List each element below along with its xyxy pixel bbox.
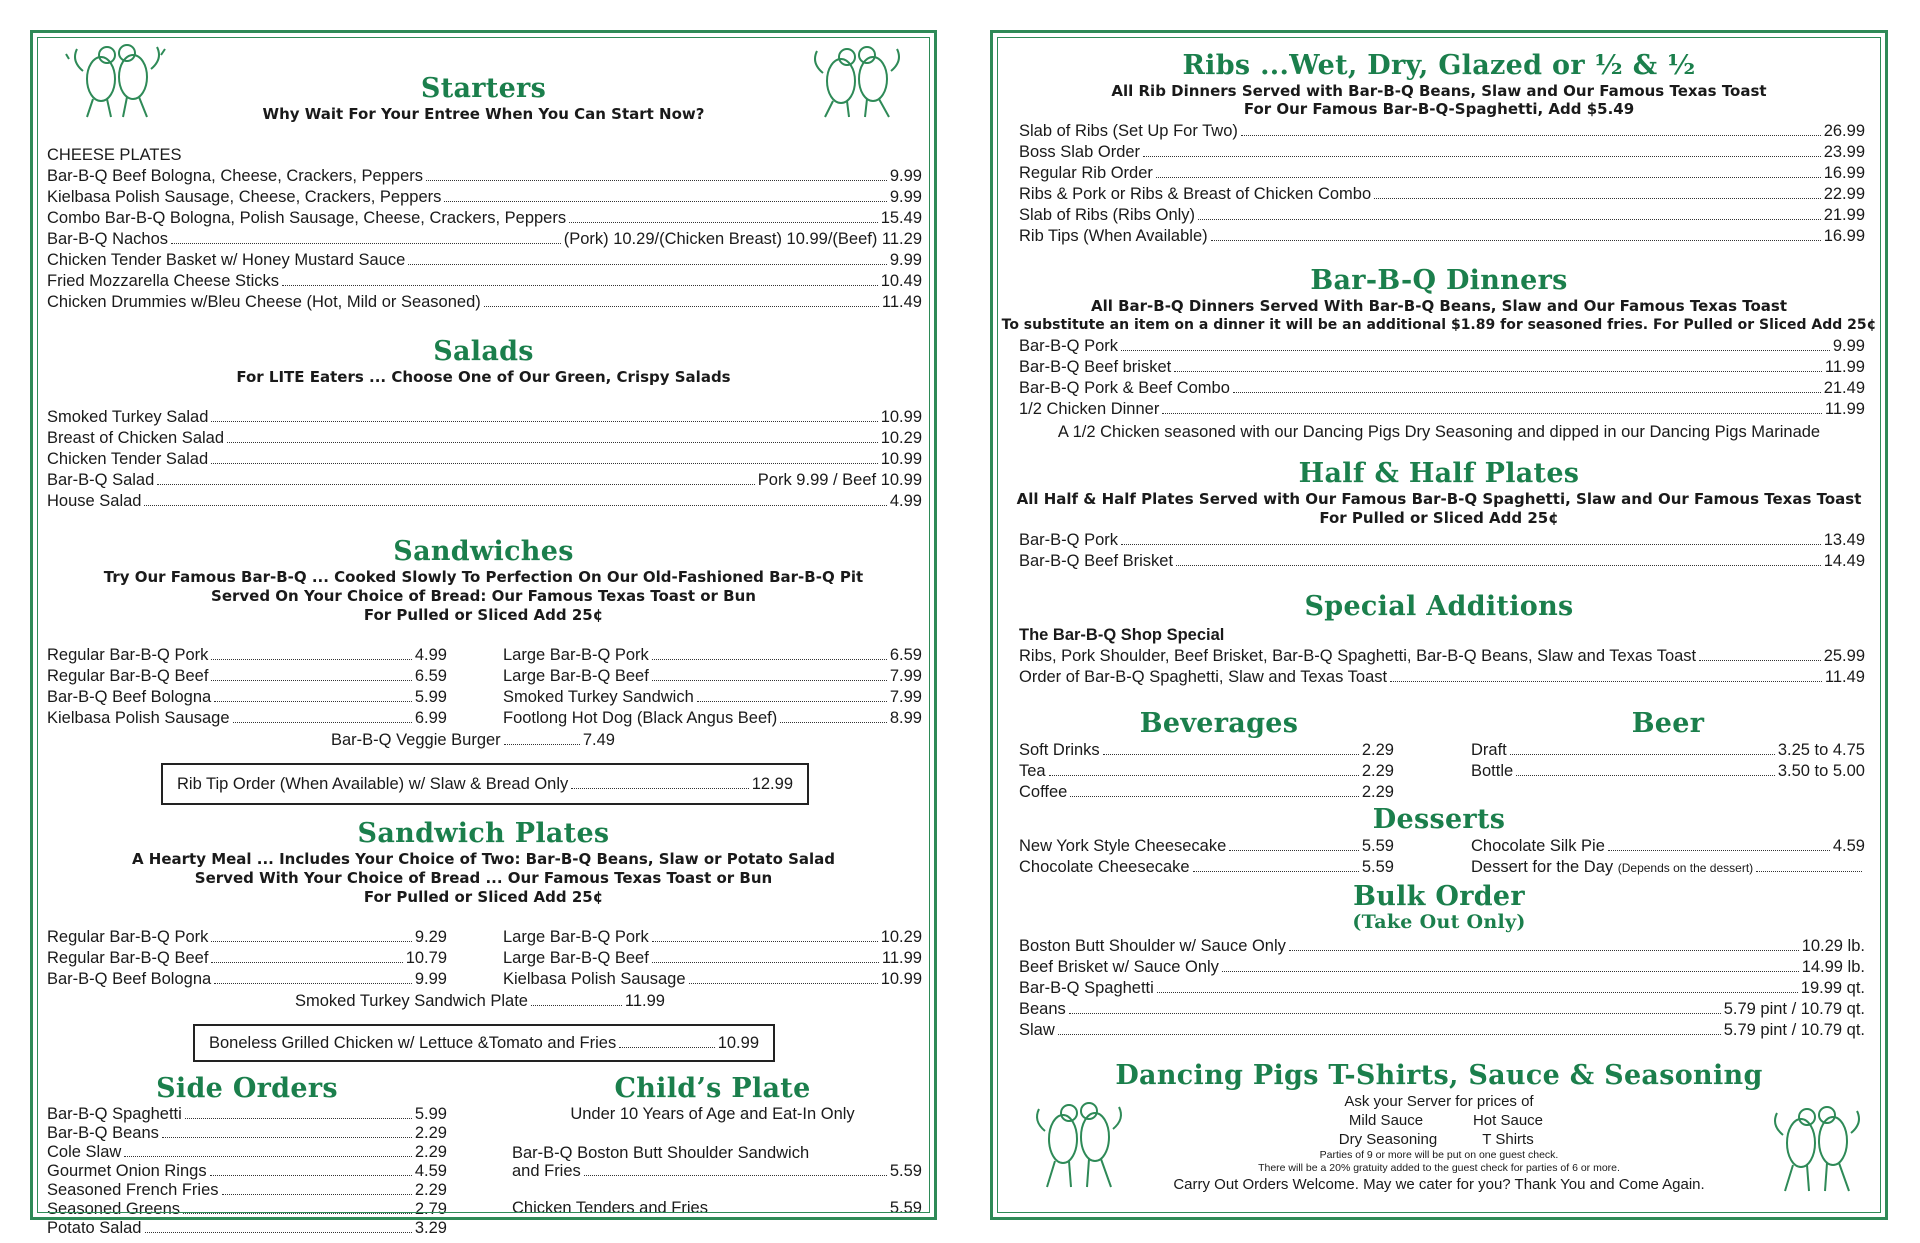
ribs-subtitle-2: For Our Famous Bar-B-Q-Spaghetti, Add $5.49 xyxy=(1243,100,1635,118)
menu-item: Chicken Tender Salad 10.99 xyxy=(47,450,922,468)
menu-item: Bar-B-Q Veggie Burger 7.49 xyxy=(331,731,615,749)
menu-item: Slab of Ribs (Ribs Only) 21.99 xyxy=(1019,206,1865,224)
ribs-list xyxy=(1019,121,1865,247)
ribs-subtitle-1: All Rib Dinners Served with Bar-B-Q Beans, Slaw and Our Famous Texas Toast xyxy=(1111,82,1767,100)
menu-item: Order of Bar-B-Q Spaghetti, Slaw and Texas Toast 11.49 xyxy=(1019,668,1865,686)
menu-item: Soft Drinks 2.29 xyxy=(1019,741,1394,759)
t-shirts-label: T Shirts xyxy=(1482,1131,1534,1148)
menu-item: Beans 5.79 pint / 10.79 qt. xyxy=(1019,1000,1865,1018)
sandwiches-subtitle-2: Served On Your Choice of Bread: Our Famous Texas Toast or Bun xyxy=(211,587,756,605)
salads-subtitle: For LITE Eaters ... Choose One of Our Green, Crispy Salads xyxy=(236,368,731,386)
grilled-chicken-boxed-item: Boneless Grilled Chicken w/ Lettuce &Tomato and Fries 10.99 xyxy=(193,1024,775,1062)
menu-item: Bar-B-Q Beef Bologna 9.99 xyxy=(47,970,447,988)
menu-item: Large Bar-B-Q Beef 11.99 xyxy=(503,949,922,967)
menu-item: Potato Salad 3.29 xyxy=(47,1219,447,1237)
menu-item: Footlong Hot Dog (Black Angus Beef) 8.99 xyxy=(503,709,922,727)
menu-item: Bottle 3.50 to 5.00 xyxy=(1471,762,1865,780)
special-list xyxy=(1019,646,1865,688)
dinners-subtitle-1: All Bar-B-Q Dinners Served With Bar-B-Q Beans, Slaw and Our Famous Texas Toast xyxy=(1090,297,1788,315)
menu-item: Regular Rib Order 16.99 xyxy=(1019,164,1865,182)
starters-subtitle: Why Wait For Your Entree When You Can Start Now? xyxy=(262,105,705,123)
dinners-title: Bar-B-Q Dinners xyxy=(1310,265,1568,296)
dancing-pigs-icon xyxy=(1763,1097,1873,1197)
bulk-list xyxy=(1019,936,1865,1041)
desserts-right-list xyxy=(1471,836,1865,878)
menu-item: Chicken Tender Basket w/ Honey Mustard Sauce 9.99 xyxy=(47,251,922,269)
menu-item: Regular Bar-B-Q Pork 4.99 xyxy=(47,646,447,664)
menu-item: Boston Butt Shoulder w/ Sauce Only 10.29 lb. xyxy=(1019,937,1865,955)
menu-item: Kielbasa Polish Sausage, Cheese, Crackers, Peppers 9.99 xyxy=(47,188,922,206)
menu-item: Rib Tips (When Available) 16.99 xyxy=(1019,227,1865,245)
menu-item: Bar-B-Q Nachos (Pork) 10.29/(Chicken Breast) 10.99/(Beef) 11.29 xyxy=(47,230,922,248)
bulk-order-subtitle: (Take Out Only) xyxy=(1352,911,1526,933)
hot-sauce-label: Hot Sauce xyxy=(1472,1112,1544,1129)
menu-item: Beef Brisket w/ Sauce Only 14.99 lb. xyxy=(1019,958,1865,976)
menu-item: Smoked Turkey Sandwich Plate 11.99 xyxy=(295,992,665,1010)
menu-item: Dessert for the Day (Depends on the dessert) xyxy=(1471,857,1865,878)
party-note-1: Parties of 9 or more will be put on one guest check. xyxy=(1319,1149,1559,1161)
menu-item: Regular Bar-B-Q Beef 6.59 xyxy=(47,667,447,685)
menu-item: Bar-B-Q Pork & Beef Combo 21.49 xyxy=(1019,379,1865,397)
special-additions-title: Special Additions xyxy=(1304,591,1574,622)
menu-item: Smoked Turkey Sandwich 7.99 xyxy=(503,688,922,706)
bulk-order-title: Bulk Order xyxy=(1353,881,1525,912)
desserts-title: Desserts xyxy=(1372,804,1506,835)
veggie-burger-row xyxy=(331,730,615,751)
menu-item: Bar-B-Q Beef brisket 11.99 xyxy=(1019,358,1865,376)
menu-item: Bar-B-Q Beef Bologna 5.99 xyxy=(47,688,447,706)
dinners-list xyxy=(1019,336,1865,420)
sandwich-plates-right-list xyxy=(503,927,922,990)
desserts-left-list xyxy=(1019,836,1394,878)
menu-item: Kielbasa Polish Sausage 6.99 xyxy=(47,709,447,727)
menu-item: Large Bar-B-Q Beef 7.99 xyxy=(503,667,922,685)
menu-item: Bar-B-Q Pork 9.99 xyxy=(1019,337,1865,355)
merch-title: Dancing Pigs T-Shirts, Sauce & Seasoning xyxy=(1115,1060,1763,1091)
sandwich-plates-left-list xyxy=(47,927,447,990)
menu-item: Bar-B-Q Beef Bologna, Cheese, Crackers, Peppers 9.99 xyxy=(47,167,922,185)
menu-item: Kielbasa Polish Sausage 10.99 xyxy=(503,970,922,988)
menu-item: Seasoned Greens 2.79 xyxy=(47,1200,447,1218)
menu-item: Gourmet Onion Rings 4.59 xyxy=(47,1162,447,1180)
sandwiches-title: Sandwiches xyxy=(393,536,574,567)
menu-item: Chocolate Cheesecake 5.59 xyxy=(1019,858,1394,876)
salads-title: Salads xyxy=(433,336,534,367)
childs-item-1-row xyxy=(512,1161,922,1182)
menu-item: Slab of Ribs (Set Up For Two) 26.99 xyxy=(1019,122,1865,140)
menu-item: Fried Mozzarella Cheese Sticks 10.49 xyxy=(47,272,922,290)
left-menu-panel xyxy=(30,30,937,1237)
dry-seasoning-label: Dry Seasoning xyxy=(1338,1131,1438,1148)
turkey-plate-row xyxy=(295,991,665,1012)
childs-plate-subtitle: Under 10 Years of Age and Eat-In Only xyxy=(570,1105,855,1123)
merch-ask: Ask your Server for prices of xyxy=(1344,1093,1534,1110)
menu-item: Tea 2.29 xyxy=(1019,762,1394,780)
menu-item: Ribs & Pork or Ribs & Breast of Chicken Combo 22.99 xyxy=(1019,185,1865,203)
menu-item: Regular Bar-B-Q Pork 9.29 xyxy=(47,928,447,946)
half-half-subtitle-2: For Pulled or Sliced Add 25¢ xyxy=(1319,509,1559,527)
menu-item: Breast of Chicken Salad 10.29 xyxy=(47,429,922,447)
menu-item: Boss Slab Order 23.99 xyxy=(1019,143,1865,161)
menu-item: Bar-B-Q Beef Brisket 14.49 xyxy=(1019,552,1865,570)
beverages-title: Beverages xyxy=(1139,708,1299,739)
sandwiches-subtitle-1: Try Our Famous Bar-B-Q ... Cooked Slowly To Perfection On Our Old-Fashioned Bar-B-Q Pit xyxy=(103,568,864,586)
dinners-subtitle-2: To substitute an item on a dinner it will be an additional $1.89 for seasoned fries. For Pulled or Sliced Add 25¢ xyxy=(1001,317,1877,333)
childs-item-line-1: Bar-B-Q Boston Butt Shoulder Sandwich xyxy=(512,1144,810,1162)
menu-item: Bar-B-Q Salad Pork 9.99 / Beef 10.99 xyxy=(47,471,922,489)
menu-item: Bar-B-Q Beans 2.29 xyxy=(47,1124,447,1142)
sandwich-plates-subtitle-3: For Pulled or Sliced Add 25¢ xyxy=(363,888,604,906)
half-half-list xyxy=(1019,530,1865,572)
menu-item: Seasoned French Fries 2.29 xyxy=(47,1181,447,1199)
sandwich-plates-subtitle-1: A Hearty Meal ... Includes Your Choice of Two: Bar-B-Q Beans, Slaw or Potato Salad xyxy=(131,850,836,868)
special-label: The Bar-B-Q Shop Special xyxy=(1019,626,1225,644)
menu-item: Bar-B-Q Spaghetti 19.99 qt. xyxy=(1019,979,1865,997)
starters-title: Starters xyxy=(420,73,547,104)
menu-item: Chicken Drummies w/Bleu Cheese (Hot, Mild or Seasoned) 11.49 xyxy=(47,293,922,311)
menu-item: Chocolate Silk Pie 4.59 xyxy=(1471,837,1865,855)
sandwiches-left-list xyxy=(47,645,447,729)
side-orders-list xyxy=(47,1105,447,1238)
beverages-list xyxy=(1019,740,1394,803)
half-half-subtitle-1: All Half & Half Plates Served with Our Famous Bar-B-Q Spaghetti, Slaw and Our Famous Texas Toast xyxy=(1016,490,1862,508)
side-orders-title: Side Orders xyxy=(156,1073,338,1104)
dinners-note: A 1/2 Chicken seasoned with our Dancing Pigs Dry Seasoning and dipped in our Dancing Pigs Marinade xyxy=(1057,423,1821,441)
menu-item: Large Bar-B-Q Pork 6.59 xyxy=(503,646,922,664)
sandwich-plates-subtitle-2: Served With Your Choice of Bread ... Our Famous Texas Toast or Bun xyxy=(194,869,773,887)
beer-title: Beer xyxy=(1631,708,1705,739)
menu-item: New York Style Cheesecake 5.59 xyxy=(1019,837,1394,855)
menu-item: Coffee 2.29 xyxy=(1019,783,1394,801)
salads-list xyxy=(47,407,922,512)
menu-item: and Fries 5.59 xyxy=(512,1162,922,1180)
cheese-plates-label: CHEESE PLATES xyxy=(47,146,182,164)
menu-item: Smoked Turkey Salad 10.99 xyxy=(47,408,922,426)
beer-list xyxy=(1471,740,1865,782)
dancing-pigs-icon xyxy=(1025,1093,1135,1193)
menu-item: Draft 3.25 to 4.75 xyxy=(1471,741,1865,759)
menu-item: Bar-B-Q Spaghetti 5.99 xyxy=(47,1105,447,1123)
right-menu-panel xyxy=(990,30,1888,1220)
sandwiches-right-list xyxy=(503,645,922,729)
menu-item: Chicken Tenders and Fries 5.59 xyxy=(512,1199,922,1217)
menu-item: Slaw 5.79 pint / 10.79 qt. xyxy=(1019,1021,1865,1039)
party-note-2: There will be a 20% gratuity added to the guest check for parties of 6 or more. xyxy=(1258,1162,1620,1174)
menu-item: 1/2 Chicken Dinner 11.99 xyxy=(1019,400,1865,418)
sandwich-plates-title: Sandwich Plates xyxy=(357,818,610,849)
ribs-title: Ribs ...Wet, Dry, Glazed or ½ & ½ xyxy=(1182,50,1696,81)
half-half-title: Half & Half Plates xyxy=(1298,458,1580,489)
menu-item: Large Bar-B-Q Pork 10.29 xyxy=(503,928,922,946)
rib-tip-boxed-item: Rib Tip Order (When Available) w/ Slaw & Bread Only 12.99 xyxy=(161,763,809,805)
menu-item: Regular Bar-B-Q Beef 10.79 xyxy=(47,949,447,967)
closing-line: Carry Out Orders Welcome. May we cater for you? Thank You and Come Again. xyxy=(1173,1176,1705,1193)
childs-plate-title: Child’s Plate xyxy=(614,1073,811,1104)
childs-item-2-row xyxy=(512,1198,922,1219)
sandwiches-subtitle-3: For Pulled or Sliced Add 25¢ xyxy=(363,606,604,624)
menu-item: Combo Bar-B-Q Bologna, Polish Sausage, Cheese, Crackers, Peppers 15.49 xyxy=(47,209,922,227)
menu-item: Ribs, Pork Shoulder, Beef Brisket, Bar-B-Q Spaghetti, Bar-B-Q Beans, Slaw and Texas Toast 25.99 xyxy=(1019,647,1865,665)
mild-sauce-label: Mild Sauce xyxy=(1348,1112,1424,1129)
menu-item: House Salad 4.99 xyxy=(47,492,922,510)
menu-item: Bar-B-Q Pork 13.49 xyxy=(1019,531,1865,549)
menu-item: Cole Slaw 2.29 xyxy=(47,1143,447,1161)
starters-list xyxy=(47,166,922,313)
